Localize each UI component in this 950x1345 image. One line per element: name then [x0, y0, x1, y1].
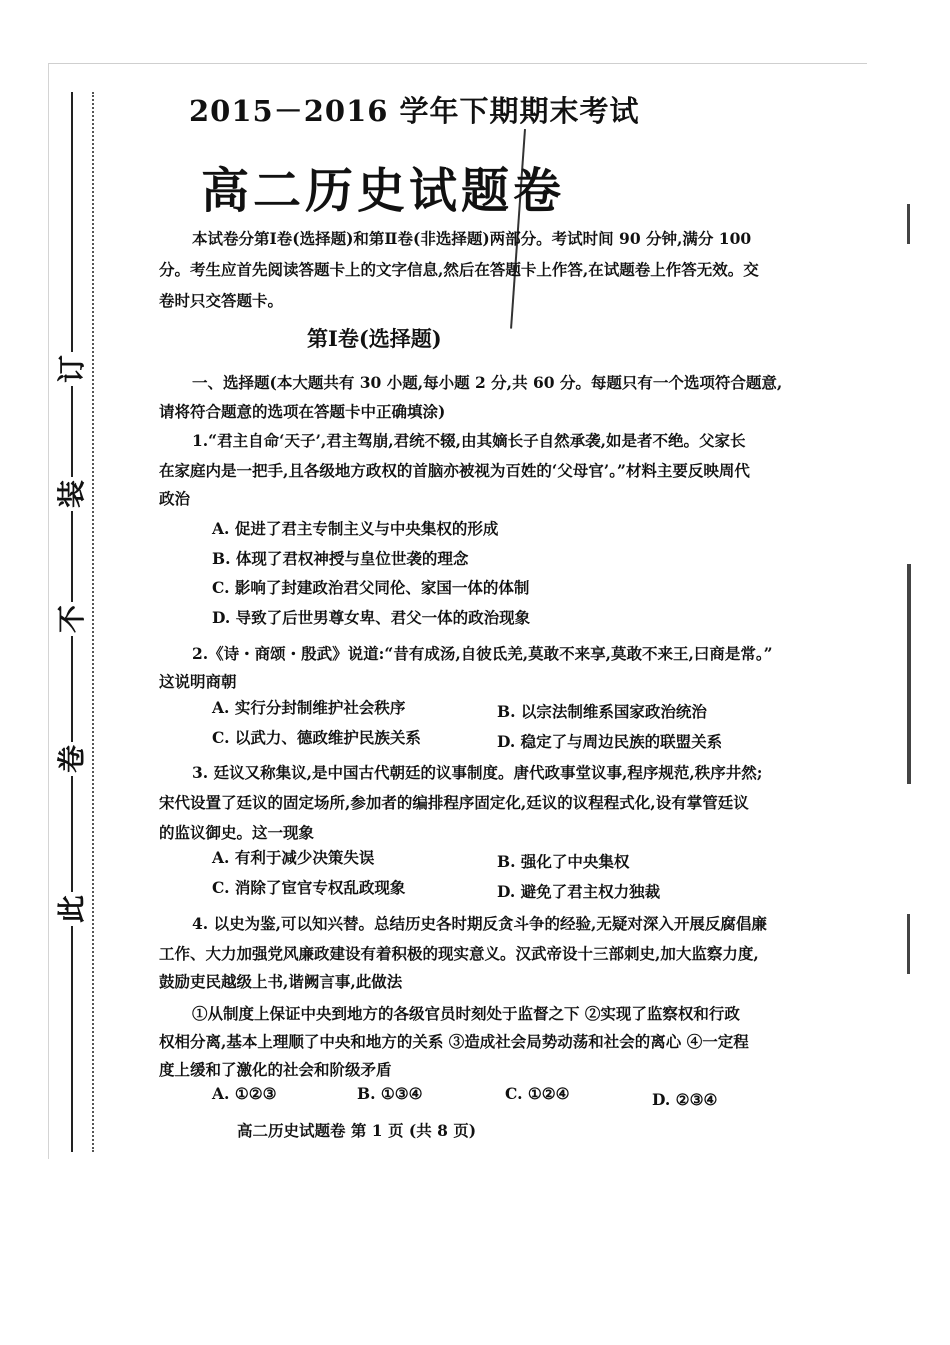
question-4-option-d: D. ②③④: [652, 1090, 718, 1109]
intro-line: 本试卷分第Ⅰ卷(选择题)和第Ⅱ卷(非选择题)两部分。考试时间 90 分钟,满分 100: [192, 229, 752, 248]
binding-char: 不: [55, 602, 89, 636]
question-2-option-a: A. 实行分封制维护社会秩序: [212, 698, 406, 717]
question-3-option-d: D. 避免了君主权力独裁: [497, 882, 661, 901]
question-3-stem: 3. 廷议又称集议,是中国古代朝廷的议事制度。唐代政事堂议事,程序规范,秩序井然;: [192, 763, 763, 782]
question-2-option-c: C. 以武力、德政维护民族关系: [212, 728, 421, 747]
intro-line: 分。考生应首先阅读答题卡上的文字信息,然后在答题卡上作答,在试题卷上作答无效。交: [159, 260, 759, 279]
question-3-option-a: A. 有利于减少决策失误: [212, 848, 375, 867]
question-4-statement: 权相分离,基本上理顺了中央和地方的关系 ③造成社会局势动荡和社会的离心 ④一定程: [159, 1032, 749, 1051]
question-4-statement: ①从制度上保证中央到地方的各级官员时刻处于监督之下 ②实现了监察权和行政: [192, 1004, 740, 1023]
binding-char: 装: [55, 477, 89, 511]
part-instruction: 一、选择题(本大题共有 30 小题,每小题 2 分,共 60 分。每题只有一个选项符合题意,: [192, 373, 783, 392]
page-footer: 高二历史试题卷 第 1 页 (共 8 页): [237, 1121, 477, 1140]
question-2-option-b: B. 以宗法制维系国家政治统治: [497, 702, 707, 721]
question-4-stem: 工作、大力加强党风廉政建设有着积极的现实意义。汉武帝设十三部刺史,加大监察力度,: [159, 944, 759, 963]
question-1-stem: 1.“君主自命‘天子’,君主驾崩,君统不辍,由其嫡长子自然承袭,如是者不绝。父家长: [192, 431, 746, 450]
question-4-statement: 度上缓和了激化的社会和阶级矛盾: [159, 1060, 392, 1079]
question-2-option-d: D. 稳定了与周边民族的联盟关系: [497, 732, 723, 751]
question-1-option-c: C. 影响了封建政治君父同伦、家国一体的体制: [212, 578, 530, 597]
question-2-stem: 2.《诗・商颂・殷武》说道:“昔有成汤,自彼氐羌,莫敢不来享,莫敢不来王,曰商是常。”: [192, 644, 773, 663]
question-1-option-d: D. 导致了后世男尊女卑、君父一体的政治现象: [212, 608, 531, 627]
question-4-option-c: C. ①②④: [505, 1084, 570, 1103]
edge-scan-mark: [907, 204, 910, 244]
question-1-option-b: B. 体现了君权神授与皇位世袭的理念: [212, 549, 469, 568]
question-2-stem: 这说明商朝: [159, 672, 237, 691]
question-1-stem: 在家庭内是一把手,且各级地方政权的首脑亦被视为百姓的‘父母官’。”材料主要反映周代: [159, 461, 750, 480]
section-title: 第Ⅰ卷(选择题): [307, 326, 442, 351]
question-4-stem: 4. 以史为鉴,可以知兴替。总结历史各时期反贪斗争的经验,无疑对深入开展反腐倡廉: [192, 914, 767, 933]
question-3-stem: 的监议御史。这一现象: [159, 823, 315, 842]
binding-char: 订: [55, 352, 89, 386]
edge-scan-mark: [907, 564, 911, 784]
question-1-stem: 政治: [159, 489, 191, 508]
question-1-option-a: A. 促进了君主专制主义与中央集权的形成: [212, 519, 499, 538]
edge-scan-mark: [907, 914, 910, 974]
question-3-option-b: B. 强化了中央集权: [497, 852, 630, 871]
part-instruction: 请将符合题意的选项在答题卡中正确填涂): [159, 402, 446, 421]
exam-page: [48, 63, 867, 1159]
binding-dotted-line: [92, 92, 94, 1152]
question-4-option-b: B. ①③④: [357, 1084, 423, 1103]
question-3-option-c: C. 消除了宦官专权乱政现象: [212, 878, 406, 897]
binding-char: 此: [55, 892, 89, 926]
binding-margin: [49, 92, 95, 1152]
question-4-option-a: A. ①②③: [212, 1084, 277, 1103]
paper-title: 高二历史试题卷: [201, 163, 566, 219]
binding-char: 卷: [55, 742, 89, 776]
intro-line: 卷时只交答题卡。: [159, 291, 284, 310]
question-3-stem: 宋代设置了廷议的固定场所,参加者的编排程序固定化,廷议的议程程式化,设有掌管廷议: [159, 793, 749, 812]
exam-header: 2015－2016 学年下期期末考试: [189, 94, 640, 128]
question-4-stem: 鼓励吏民越级上书,谐阙言事,此做法: [159, 972, 403, 991]
